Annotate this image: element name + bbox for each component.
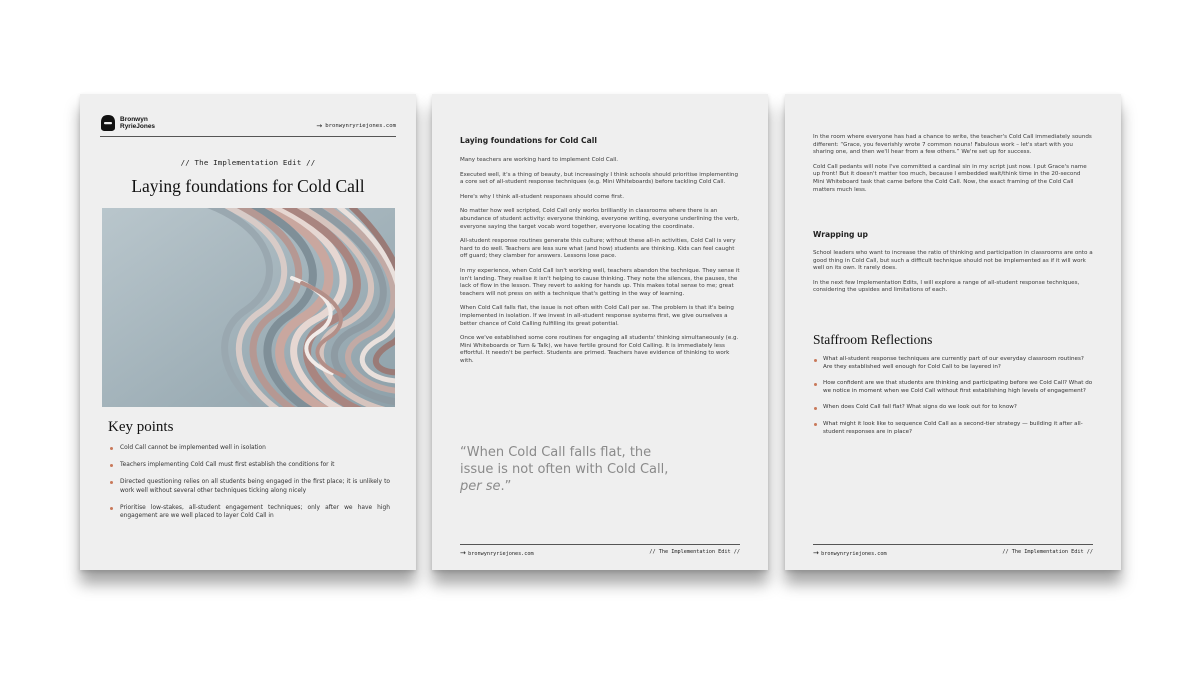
series-label: // The Implementation Edit // (180, 158, 316, 167)
site-link[interactable] (316, 122, 396, 130)
key-points-heading: Key points (108, 419, 174, 435)
page-footer (460, 549, 740, 557)
pull-quote-emphasis: per se (460, 479, 501, 494)
key-point-item: Teachers implementing Cold Call must first establish the conditions for it (108, 461, 390, 469)
footer-link[interactable] (460, 549, 534, 557)
key-points-list (108, 444, 390, 529)
page-3 (785, 94, 1121, 570)
footer-divider (813, 544, 1093, 545)
page-1 (80, 94, 416, 570)
key-point-item: Directed questioning relies on all students being engaged in the first place; it is unlikely to work well without several other techniques ticking along nicely (108, 478, 390, 494)
paragraph: In my experience, when Cold Call isn't working well, teachers abandon the technique. They sense it isn't landing. They realise it isn't helping to cause thinking. They note the silences, the pauses, the lack of flow in the lesson. They revert to asking for hands up. This makes total sense to me; great teachers will not press on with a technique that's getting in the way of learning. (460, 267, 740, 297)
brand-line-1: Bronwyn (120, 116, 148, 123)
abstract-waves-image (102, 208, 395, 407)
arrow-right-icon: → (813, 549, 822, 557)
key-point-item: Prioritise low-stakes, all-student engagement techniques; only after we have high engagement are we well placed to layer Cold Call in (108, 504, 390, 520)
arrow-right-icon: → (460, 549, 469, 557)
logo-icon (100, 114, 116, 132)
wrapping-up-heading: Wrapping up (813, 230, 868, 239)
brand-logo (100, 114, 155, 132)
paragraph: School leaders who want to increase the ratio of thinking and participation in classrooms are onto a good thing in Cold Call, but such a difficult technique should not be implemented as if it will work well on its own. It rarely does. (813, 250, 1093, 272)
reflection-item: When does Cold Call fall flat? What signs do we look out for to know? (813, 404, 1095, 412)
paragraph: Here's why I think all-student responses should come first. (460, 193, 624, 200)
page-footer (813, 549, 1093, 557)
paragraph: When Cold Call falls flat, the issue is not often with Cold Call per se. The problem is that it's being implemented in isolation. If we invest in all-student response systems first, we give ourselves a better chance of Cold Calling fulfilling its great potential. (460, 305, 734, 327)
footer-series: // The Implementation Edit // (1002, 549, 1093, 555)
body-text (813, 134, 1093, 201)
site-link-label: bronwynryriejones.com (325, 123, 396, 129)
paragraph: In the room where everyone has had a chance to write, the teacher's Cold Call immediately sounds different: “Grace, you feverishly wrote 7 common nouns! Fabulous work – let's start with you sharing one, and then we'll hear from a few others.” We're set up for success. (813, 134, 1092, 156)
paragraph: Once we've established some core routines for engaging all students' thinking simultaneously (e.g. Mini Whiteboards or Turn & Talk), we have fertile ground for Cold Calling. It is immediately less effortful. It needn't be perfect. Students are primed. Teachers have evidence of thinking to work with. (460, 335, 739, 364)
header-divider (100, 136, 396, 137)
paragraph: Many teachers are working hard to implement Cold Call. (460, 157, 619, 163)
footer-divider (460, 544, 740, 545)
paragraph: Executed well, it's a thing of beauty, but increasingly I think schools should prioritise implementing a core set of all-student response techniques (e.g. Mini Whiteboards) before tackling Cold Call. (460, 171, 739, 186)
page-title: Laying foundations for Cold Call (131, 176, 365, 196)
footer-link[interactable] (813, 549, 887, 557)
footer-link-label: bronwynryriejones.com (821, 551, 887, 557)
pull-quote-text: “When Cold Call falls flat, the issue is not often with Cold Call, (460, 445, 669, 477)
page-2 (432, 94, 768, 570)
reflections-list (813, 356, 1095, 445)
wrapping-up-text (813, 250, 1093, 302)
key-point-item: Cold Call cannot be implemented well in isolation (108, 444, 390, 452)
abstract-artwork (102, 208, 395, 407)
paragraph: No matter how well scripted, Cold Call only works brilliantly in classrooms where there is an abundance of student activity: everyone thinking, everyone writing, everyone underlining the verb, everyone saying the target vocab word together, everyone locating the coordinate. (460, 208, 739, 230)
body-text (460, 157, 740, 372)
reflection-item: How confident are we that students are thinking and participating before we Cold Call? What do we notice in moment when we Cold Call without first establishing high levels of engagement? (813, 380, 1095, 395)
staffroom-reflections-heading: Staffroom Reflections (813, 332, 933, 347)
paragraph: In the next few Implementation Edits, I will explore a range of all-student response techniques, considering the upsides and limitations of each. (813, 279, 1080, 294)
reflection-item: What might it look like to sequence Cold Call as a second-tier strategy — building it after all-student responses are in place? (813, 421, 1095, 436)
pull-quote (460, 444, 670, 495)
section-heading: Laying foundations for Cold Call (460, 136, 597, 145)
reflection-item: What all-student response techniques are currently part of our everyday classroom routines? Are they established well enough for Cold Call to be layered in? (813, 356, 1095, 371)
brand-name (120, 116, 155, 130)
footer-series: // The Implementation Edit // (649, 549, 740, 555)
brand-line-2: RyrieJones (120, 123, 156, 130)
arrow-right-icon: → (316, 122, 323, 130)
footer-link-label: bronwynryriejones.com (468, 551, 534, 557)
paragraph: All-student response routines generate this culture; without these all-in activities, Cold Call is very hard to do well. Teachers are less sure what (and how) students are thinking. Kids can feel caught off guard; they clamber for answers. Lessons lose pace. (460, 238, 736, 260)
pull-quote-end: .” (500, 479, 512, 494)
paragraph: Cold Call pedants will note I've committed a cardinal sin in my script just now. I put Grace's name up front! But it doesn't matter too much, because I embedded wait/think time in the 20-second Mini Whiteboard task that came before the Cold Call. Now, the exact framing of the Cold Call matters much less. (813, 163, 1087, 193)
